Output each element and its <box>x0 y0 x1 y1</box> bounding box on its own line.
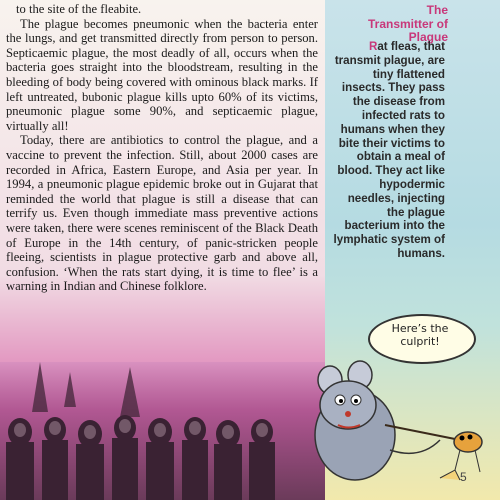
sidebar-body: at fleas, that transmit plague, are tiny flattened insects. They pass the disease from infected rats to humans when they bite their victims to obtain a meal of blood. They act like hypodermic needles, injecting the plague bacterium into the lymphatic system of humans. <box>333 40 445 260</box>
speech-line: Here’s the <box>391 322 449 335</box>
article-body <box>6 2 318 294</box>
paragraph-today: Today, there are antibiotics to control the plague, and a vaccine to prevent the infection. Still, about 2000 cases are recorded in Africa, Eastern Europe, and Asia per year. In 1994, a pneumonic plague epidemic broke out in Gujarat that reminded the world that plague is still a disease that can terrify us. Even though immediate mass preventive actions were taken, there were scenes reminiscent of the Black Death of Europe in the 14th century, of panic-stricken people fleeing, scientists in plague protective garb and above all, confusion. ‘When the rats start dying, it is time to flee’ is a warning in Indian and Chinese folklore. <box>6 133 318 294</box>
paragraph-continuation: to the site of the fleabite. <box>16 2 142 16</box>
speech-line: culprit! <box>400 335 440 348</box>
speech-bubble-text <box>368 322 472 348</box>
sidebar-title <box>328 4 448 45</box>
page-number: 5 <box>460 470 467 484</box>
crowd-photo-illustration <box>0 362 325 500</box>
sidebar-title-line: The <box>426 3 448 17</box>
sidebar-text <box>331 40 445 261</box>
historical-photo <box>0 362 325 500</box>
sidebar-title-line: Transmitter of <box>367 16 448 31</box>
paragraph-pneumonic: The plague becomes pneumonic when the bacteria enter the lungs, and get transmitted directly from person to person. Septicaemic plague, the most deadly of all, occurs when the bacteria goes straight into the bloodstream, resulting in the bleeding of body being covered with ominous black marks. If left untreated, bubonic plague kills upto 60% of its victims, pneumonic plague some 90%, and septicaemic plague, virtually all! <box>6 16 318 133</box>
sidebar-dropcap: R <box>368 40 378 53</box>
sidebar-title-line: Plague <box>408 30 448 44</box>
